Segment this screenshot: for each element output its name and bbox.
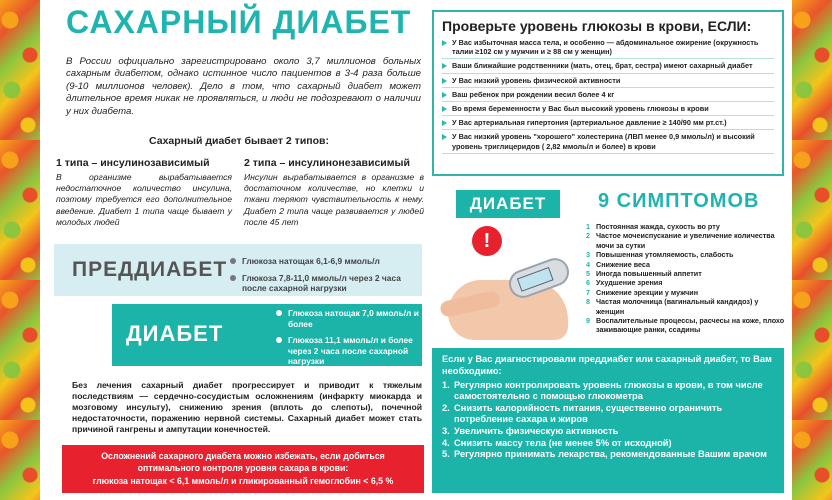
glucometer-screen [517, 267, 554, 292]
risk-factor-item: У Вас низкий уровень "хорошего" холестерина (ЛВП менее 0,9 ммоль/л) и высокий уровень триглицеридов ( 2,82 ммоль/л и более) в крови [442, 132, 774, 153]
banner-line: Осложнений сахарного диабета можно избежать, если добиться [101, 451, 385, 461]
poster [40, 0, 792, 500]
diabet-label: ДИАБЕТ [126, 321, 224, 346]
types-heading: Сахарный диабет бывает 2 типов: [149, 135, 329, 147]
symptom-item: 4 Снижение веса [586, 259, 651, 269]
advice-list [442, 380, 774, 461]
advice-panel [432, 348, 784, 493]
symptom-item: 9 Воспалительные процессы, расчесы на коже, плохо заживающие ранки, ссадины [586, 316, 785, 335]
advice-intro: Если у Вас диагностировали преддиабет или сахарный диабет, то Вам необходимо: [442, 354, 772, 376]
banner-line: глюкоза натощак < 6,1 ммоль/л и гликированный гемоглобин < 6,5 % [92, 475, 394, 486]
check-glucose-panel [432, 10, 784, 176]
type2-title: 2 типа – инсулинонезависимый [244, 157, 410, 169]
type1-title: 1 типа – инсулинозависимый [56, 157, 210, 169]
risk-factor-item: У Вас избыточная масса тела, и особенно — абдоминальное ожирение (окружность талии ≥102 см у мужчин и ≥ 88 см у женщин) [442, 38, 774, 59]
symptom-item: 5 Иногда повышенный аппетит [586, 269, 702, 279]
diabet-markers [276, 308, 420, 373]
complications-paragraph: Без лечения сахарный диабет прогрессирует и приводит к тяжелым последствиям — сердечно-сосудистым осложнениям (инфаркту миокарда и мозговому инсульту), снижению зрения (вплоть до слепоты), почечной недостаточности, поражению нервной системы. Сахарный диабет может стать причиной гангрены и ампутации конечностей. [72, 380, 422, 434]
risk-factor-list [442, 38, 774, 154]
page-title: САХАРНЫЙ ДИАБЕТ [66, 4, 412, 40]
advice-item: 4. Снизить массу тела (не менее 5% от исходной) [442, 437, 672, 448]
advice-item: 5. Регулярно принимать лекарства, рекомендованные Вашим врачом [442, 449, 768, 460]
symptom-item: 6 Ухудшение зрения [586, 278, 663, 288]
type1-text: В организме вырабатывается недостаточное количество инсулина, поэтому требуется его дополнительное введение. Диабет 1 типа чаще бывает у молодых людей [56, 172, 232, 227]
prediabet-label: ПРЕДДИАБЕТ [72, 258, 228, 281]
symptom-item: 7 Снижение эрекции у мужчин [586, 287, 699, 297]
control-target-banner [62, 445, 424, 493]
symptom-item: 3 Повышенная утомляемость, слабость [586, 250, 734, 260]
risk-factor-item: Ваш ребенок при рождении весил более 4 кг [442, 90, 774, 102]
decorative-border-left [0, 0, 40, 500]
risk-factor-item: У Вас низкий уровень физической активности [442, 76, 774, 88]
prediabet-markers [230, 256, 420, 300]
intro-paragraph: В России официально зарегистрировано около 3,7 миллионов больных сахарным диабетом, однако истинное число пациентов в 3-4 раза больше (9-10 миллионов человек). Дело в том, что сахарный диабет может длительное время никак не проявляться, и люди не подозревают о наличии у них диабета. [66, 56, 421, 117]
symptom-item: 8 Частая молочница (вагинальный кандидоз) у женщин [586, 297, 759, 316]
symptom-item: 1 Постоянная жажда, сухость во рту [586, 222, 720, 231]
symptom-list [586, 222, 786, 335]
risk-factor-item: У Вас артериальная гипертония (артериальное давление ≥ 140/90 мм рт.ст.) [442, 118, 774, 130]
risk-factor-item: Ваши ближайшие родственники (мать, отец, брат, сестра) имеют сахарный диабет [442, 61, 774, 73]
symptoms-section [428, 180, 790, 346]
prediabet-marker: Глюкоза натощак 6,1-6,9 ммоль/л [230, 256, 420, 267]
advice-item: 2. Снизить калорийность питания, существенно ограничить потребление сахара и жиров [442, 402, 723, 425]
decorative-border-right [792, 0, 832, 500]
check-title: Проверьте уровень глюкозы в крови, ЕСЛИ: [442, 18, 752, 34]
symptom-item: 2 Частое мочеиспускание и увеличение количества мочи за сутки [586, 231, 775, 250]
advice-item: 1. Регулярно контролировать уровень глюкозы в крови, в том числе самостоятельно с помощью глюкометра [442, 379, 763, 402]
symptoms-diabet-label: ДИАБЕТ [456, 190, 560, 218]
diabet-marker: Глюкоза натощак 7,0 ммоль/л и более [276, 308, 420, 329]
prediabet-marker: Глюкоза 7,8-11,0 ммоль/л через 2 часа после сахарной нагрузки [230, 273, 420, 294]
type2-text: Инсулин вырабатывается в организме в достаточном количестве, но клетки и ткани теряют чувствительность к нему. Диабет 2 типа чаще развивается у людей после 45 лет [244, 172, 424, 227]
advice-item: 3. Увеличить физическую активность [442, 425, 619, 436]
diabet-marker: Глюкоза 11,1 ммоль/л и более через 2 часа после сахарной нагрузки [276, 335, 420, 367]
banner-line: оптимального контроля уровня сахара в крови: [137, 463, 349, 474]
alert-icon: ! [472, 226, 502, 256]
risk-factor-item: Во время беременности у Вас был высокий уровень глюкозы в крови [442, 104, 774, 116]
symptoms-title: 9 СИМПТОМОВ [598, 190, 760, 212]
